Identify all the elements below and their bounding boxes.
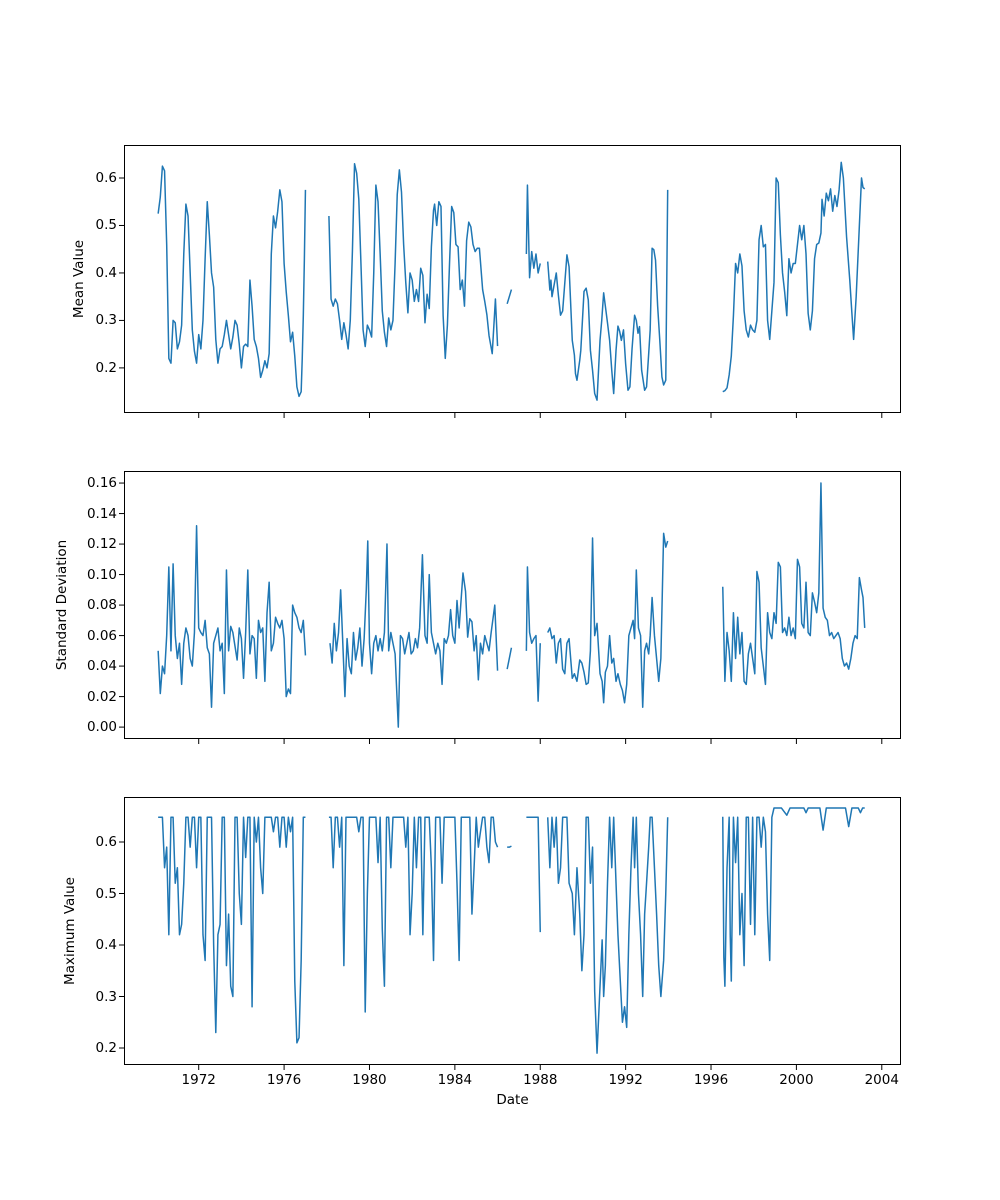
x-tick-label: 1984: [437, 1072, 473, 1088]
y-tick-label: 0.4: [95, 264, 117, 281]
series-line-maximum_value: [329, 817, 498, 1012]
series-line-standard_deviation: [158, 526, 305, 708]
mean-value-plot: [124, 145, 901, 413]
y-axis-label-standard-deviation: Standard Deviation: [54, 539, 70, 671]
series-line-mean_value: [548, 190, 668, 400]
series-line-maximum_value: [723, 808, 865, 986]
x-tick-label: 2004: [864, 1072, 899, 1088]
series-line-maximum_value: [158, 817, 305, 1043]
x-tick-label: 1980: [352, 1072, 387, 1088]
series-line-maximum_value: [526, 817, 540, 932]
standard-deviation-plot: [124, 471, 901, 739]
y-tick-label: 0.5: [95, 885, 117, 902]
y-tick-label: 0.14: [86, 505, 117, 522]
y-tick-label: 0.16: [86, 475, 117, 492]
axes-maximum-value: [124, 797, 901, 1065]
y-tick-label: 0.6: [95, 834, 117, 850]
x-tick-label: 1992: [608, 1072, 643, 1088]
series-line-standard_deviation: [548, 533, 668, 707]
y-tick-label: 0.4: [95, 937, 117, 953]
y-tick-label: 0.06: [86, 627, 117, 644]
y-tick-label: 0.02: [86, 688, 117, 705]
x-tick-label: 1988: [523, 1072, 558, 1088]
y-tick-label: 0.2: [95, 359, 117, 376]
x-tick-label: 2000: [779, 1072, 814, 1088]
axes-frame: [125, 146, 901, 413]
axes-standard-deviation: [124, 471, 901, 739]
y-tick-label: 0.12: [86, 536, 117, 553]
y-tick-label: 0.3: [95, 988, 117, 1005]
series-line-standard_deviation: [330, 541, 498, 727]
series-line-standard_deviation: [526, 567, 540, 701]
series-line-maximum_value: [507, 846, 511, 847]
axes-frame: [125, 472, 901, 739]
x-tick-label: 1972: [181, 1072, 216, 1088]
axes-mean-value: [124, 145, 901, 413]
y-tick-label: 0.04: [86, 658, 117, 675]
y-axis-label-maximum-value: Maximum Value: [62, 877, 78, 985]
y-tick-label: 0.6: [95, 169, 117, 186]
y-axis-label-mean-value: Mean Value: [71, 239, 87, 319]
maximum-value-plot: [124, 797, 901, 1065]
axes-frame: [125, 798, 901, 1065]
x-axis-label: Date: [496, 1092, 529, 1108]
y-tick-label: 0.10: [86, 566, 117, 583]
series-line-standard_deviation: [507, 648, 511, 669]
y-tick-label: 0.08: [86, 597, 117, 614]
y-tick-label: 0.5: [95, 217, 117, 234]
series-line-mean_value: [723, 162, 865, 391]
series-line-mean_value: [329, 164, 498, 359]
series-line-mean_value: [507, 290, 511, 304]
y-tick-label: 0.00: [86, 719, 117, 736]
y-tick-label: 0.2: [95, 1040, 117, 1056]
series-line-mean_value: [526, 185, 540, 278]
series-line-maximum_value: [548, 817, 668, 1053]
x-tick-label: 1976: [266, 1072, 302, 1088]
series-line-standard_deviation: [723, 483, 865, 684]
series-line-mean_value: [158, 166, 305, 396]
y-tick-label: 0.3: [95, 312, 117, 329]
x-tick-label: 1996: [693, 1072, 729, 1088]
